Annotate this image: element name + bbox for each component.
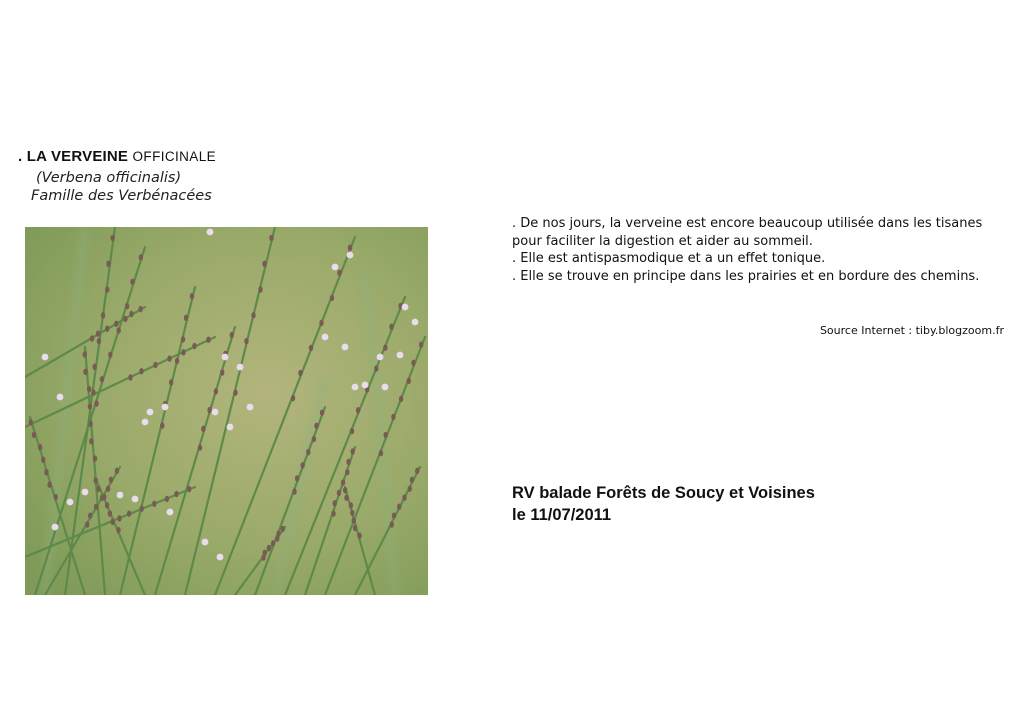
- bud: [93, 455, 97, 461]
- event-date: le 11/07/2011: [512, 506, 612, 524]
- bud: [83, 351, 87, 357]
- bud: [100, 376, 104, 382]
- bud: [357, 532, 361, 538]
- bud: [160, 422, 164, 428]
- bud: [129, 311, 133, 317]
- bud: [108, 352, 112, 358]
- bud: [89, 438, 93, 444]
- bud: [319, 320, 323, 326]
- bud: [96, 486, 100, 492]
- flower: [142, 419, 149, 426]
- plant-title-suffix: OFFICINALE: [132, 149, 217, 164]
- bud: [97, 338, 101, 344]
- bud: [346, 459, 350, 465]
- bud: [306, 449, 310, 455]
- event-info: [512, 482, 815, 526]
- bud: [356, 407, 360, 413]
- bud: [116, 527, 120, 533]
- flower: [342, 344, 349, 351]
- bud: [262, 261, 266, 267]
- bud: [214, 388, 218, 394]
- flower: [382, 384, 389, 391]
- plant-title-main: . LA VERVEINE: [18, 148, 129, 165]
- bud: [407, 378, 411, 384]
- bud: [167, 355, 171, 361]
- bud: [383, 344, 387, 350]
- flower: [397, 352, 404, 359]
- bud: [230, 332, 234, 338]
- bud: [181, 336, 185, 342]
- flower: [322, 334, 329, 341]
- flower: [247, 404, 254, 411]
- flower: [167, 509, 174, 516]
- bud: [291, 395, 295, 401]
- bud: [38, 444, 42, 450]
- bud: [402, 495, 406, 501]
- source-credit: Source Internet : tiby.blogzoom.fr: [819, 324, 1004, 337]
- bud: [251, 312, 255, 318]
- bud: [408, 486, 412, 492]
- bud: [276, 531, 280, 537]
- bud: [258, 286, 262, 292]
- bud: [350, 510, 354, 516]
- flower: [352, 384, 359, 391]
- bud: [94, 503, 98, 509]
- bud: [88, 403, 92, 409]
- bud: [138, 306, 142, 312]
- bud: [379, 450, 383, 456]
- bud: [301, 462, 305, 468]
- bud: [29, 419, 33, 425]
- bud: [244, 338, 248, 344]
- bud: [271, 540, 275, 546]
- bud: [94, 477, 98, 483]
- flower: [202, 539, 209, 546]
- bud: [152, 501, 156, 507]
- bud: [411, 360, 415, 366]
- bud: [410, 477, 414, 483]
- bud: [190, 293, 194, 299]
- bud: [41, 457, 45, 463]
- bud: [153, 362, 157, 368]
- flower: [222, 354, 229, 361]
- flower: [162, 404, 169, 411]
- bud: [389, 324, 393, 330]
- bud: [292, 488, 296, 494]
- bud: [139, 368, 143, 374]
- bud: [174, 491, 178, 497]
- bud: [111, 235, 115, 241]
- description-paragraph-1: . De nos jours, la verveine est encore beaucoup utilisée dans les tisanes pour faciliter la digestion et aider au sommeil.: [512, 216, 983, 249]
- bud: [123, 316, 127, 322]
- bud: [352, 517, 356, 523]
- flower: [57, 394, 64, 401]
- flower: [237, 364, 244, 371]
- bud: [269, 235, 273, 241]
- bud: [331, 510, 335, 516]
- bud: [94, 400, 98, 406]
- flower: [362, 382, 369, 389]
- bud: [125, 303, 129, 309]
- bud: [349, 502, 353, 508]
- bud: [101, 312, 105, 318]
- flower: [207, 229, 214, 236]
- bud: [105, 502, 109, 508]
- description-paragraph-2: . Elle est antispasmodique et a un effet tonique.: [512, 251, 826, 266]
- description-block: [512, 215, 992, 285]
- bud: [44, 469, 48, 475]
- bud: [85, 521, 89, 527]
- bud: [90, 335, 94, 341]
- bud: [175, 358, 179, 364]
- bud: [88, 512, 92, 518]
- flower: [212, 409, 219, 416]
- bud: [88, 421, 92, 427]
- flower: [332, 264, 339, 271]
- bud: [267, 545, 271, 551]
- bud: [312, 436, 316, 442]
- bud: [337, 490, 341, 496]
- bud: [47, 481, 51, 487]
- flower: [347, 252, 354, 259]
- bud: [384, 432, 388, 438]
- bud: [128, 374, 132, 380]
- bud: [96, 330, 100, 336]
- bud: [281, 526, 285, 532]
- description-paragraph-3: . Elle se trouve en principe dans les prairies et en bordure des chemins.: [512, 268, 980, 284]
- bud: [330, 295, 334, 301]
- bud: [333, 500, 337, 506]
- bud: [184, 315, 188, 321]
- bud: [108, 510, 112, 516]
- bud: [192, 343, 196, 349]
- bud: [105, 286, 109, 292]
- bud: [83, 369, 87, 375]
- flower: [67, 499, 74, 506]
- verbena-photo: [25, 227, 428, 595]
- bud: [109, 477, 113, 483]
- bud: [344, 495, 348, 501]
- bud: [102, 494, 106, 500]
- flower: [82, 489, 89, 496]
- bud: [320, 409, 324, 415]
- bud: [201, 426, 205, 432]
- bud: [106, 261, 110, 267]
- latin-name: (Verbena officinalis): [36, 170, 182, 186]
- bud: [233, 389, 237, 395]
- bud: [397, 503, 401, 509]
- bud: [343, 487, 347, 493]
- flower: [377, 354, 384, 361]
- bud: [295, 475, 299, 481]
- bud: [117, 327, 121, 333]
- bud: [263, 550, 267, 556]
- flower: [227, 424, 234, 431]
- bud: [392, 512, 396, 518]
- bud: [350, 428, 354, 434]
- bud: [390, 521, 394, 527]
- bud: [187, 486, 191, 492]
- bud: [206, 337, 210, 343]
- bud: [165, 496, 169, 502]
- bud: [114, 321, 118, 327]
- bud: [87, 386, 91, 392]
- bud: [139, 254, 143, 260]
- bud: [54, 494, 58, 500]
- bud: [111, 519, 115, 525]
- bud: [374, 365, 378, 371]
- flower: [412, 319, 419, 326]
- bud: [415, 468, 419, 474]
- bud: [106, 486, 110, 492]
- bud: [419, 342, 423, 348]
- flower: [217, 554, 224, 561]
- bud: [309, 345, 313, 351]
- bud: [127, 510, 131, 516]
- flower: [42, 354, 49, 361]
- flower: [402, 304, 409, 311]
- flower: [117, 492, 124, 499]
- bud: [391, 414, 395, 420]
- bud: [207, 407, 211, 413]
- bud: [169, 379, 173, 385]
- bud: [115, 468, 119, 474]
- event-title: RV balade Forêts de Soucy et Voisines: [512, 484, 815, 502]
- bud: [140, 506, 144, 512]
- bud: [314, 423, 318, 429]
- bud: [130, 279, 134, 285]
- bud: [337, 270, 341, 276]
- bud: [298, 370, 302, 376]
- bud: [32, 432, 36, 438]
- bud: [105, 326, 109, 332]
- flower: [52, 524, 59, 531]
- bud: [348, 245, 352, 251]
- bud: [117, 515, 121, 521]
- bud: [351, 448, 355, 454]
- flower: [147, 409, 154, 416]
- flower: [132, 496, 139, 503]
- plant-family: Famille des Verbénacées: [31, 188, 212, 204]
- bud: [399, 396, 403, 402]
- bud: [341, 479, 345, 485]
- bud: [93, 364, 97, 370]
- bud: [91, 389, 95, 395]
- bud: [345, 469, 349, 475]
- bud: [198, 444, 202, 450]
- bud: [220, 369, 224, 375]
- plant-title: [18, 148, 216, 165]
- bud: [353, 525, 357, 531]
- bud: [181, 349, 185, 355]
